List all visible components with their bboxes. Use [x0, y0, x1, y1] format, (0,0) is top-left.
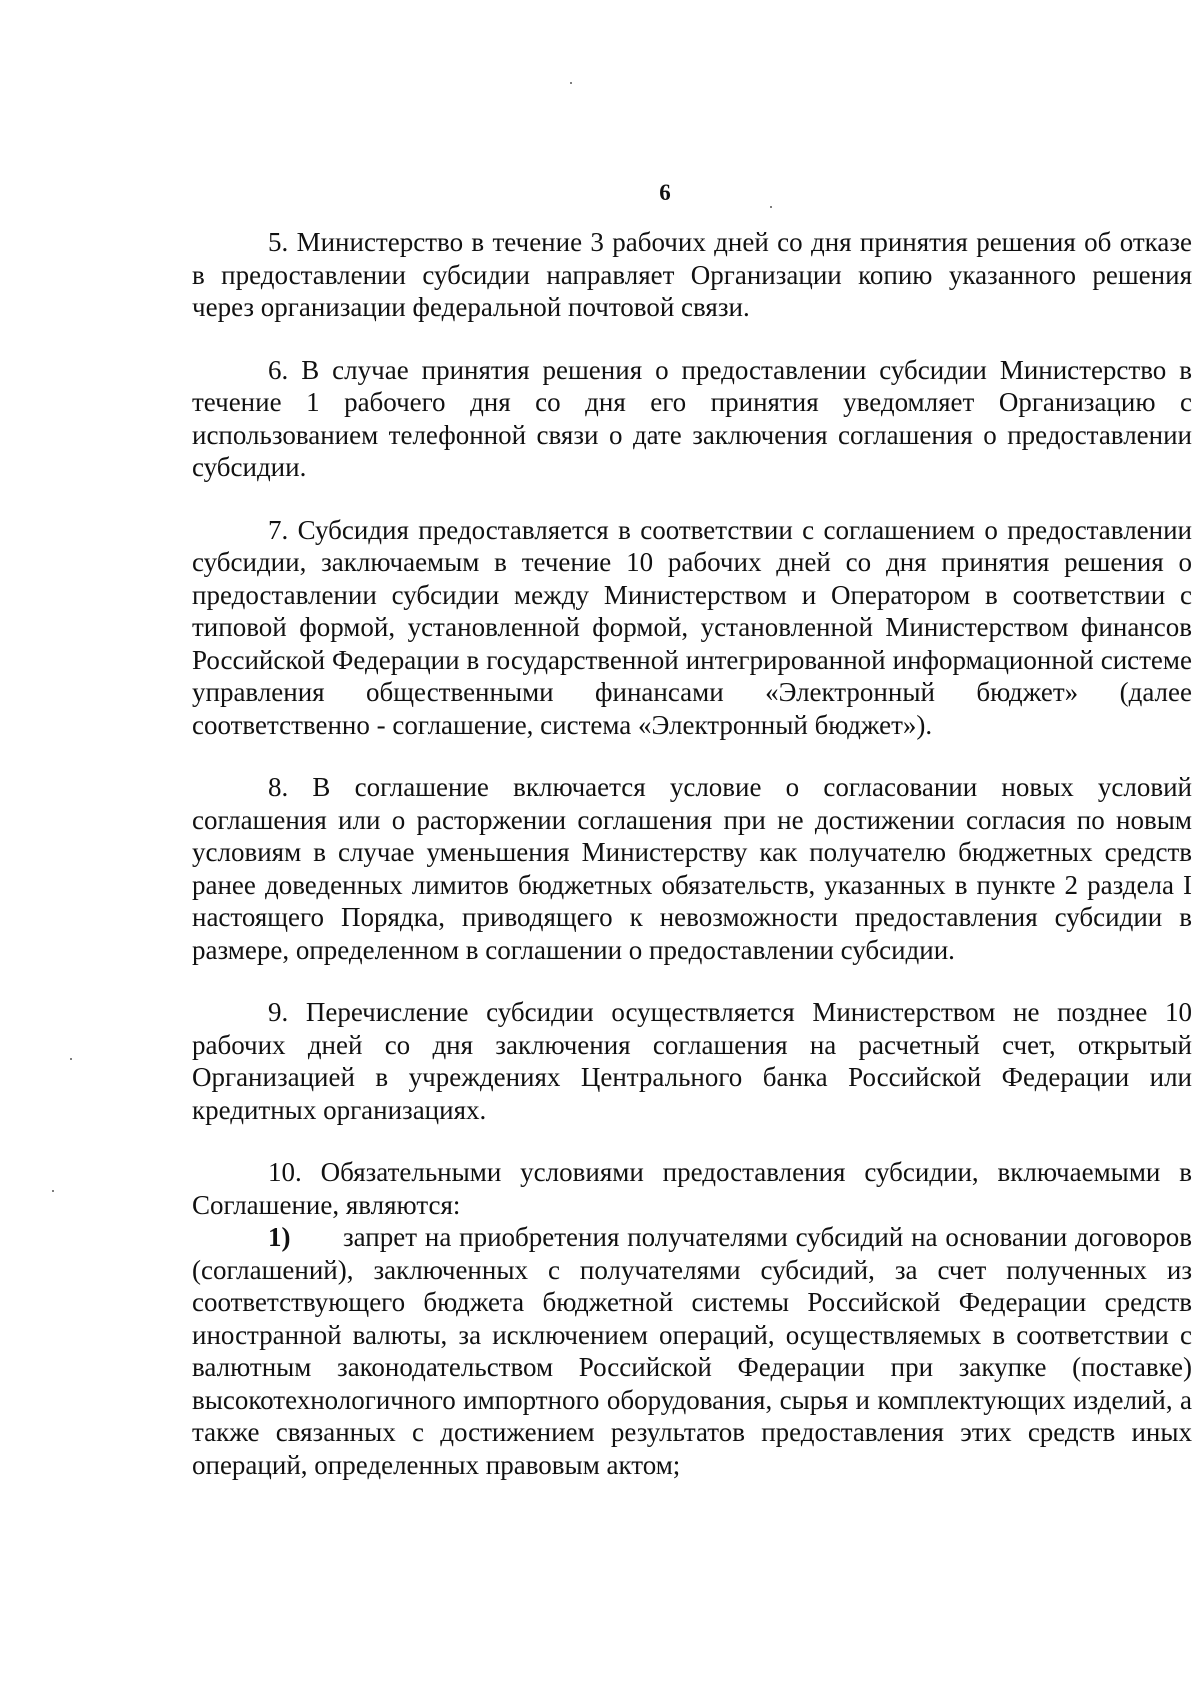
subitem-number: 1)	[268, 1222, 291, 1252]
paragraph-10: 10. Обязательными условиями предоставления субсидии, включаемыми в Соглашение, являются:	[192, 1157, 1192, 1220]
paragraph-5: 5. Министерство в течение 3 рабочих дней со дня принятия решения об отказе в предоставлении субсидии направляет Организации копию указанного решения через организации федеральной почтовой связи.	[192, 227, 1192, 322]
document-body	[192, 226, 1192, 1481]
scan-speck	[52, 1190, 54, 1192]
scan-speck	[770, 206, 772, 208]
subitem-1	[192, 1221, 1192, 1481]
paragraph-9: 9. Перечисление субсидии осуществляется Министерством не позднее 10 рабочих дней со дня заключения соглашения на расчетный счет, открытый Организацией в учреждениях Центрального банка Российской Федерации или кредитных организациях.	[192, 997, 1192, 1125]
page-number: 6	[659, 180, 671, 205]
scan-speck	[70, 1058, 72, 1060]
paragraph-8: 8. В соглашение включается условие о согласовании новых условий соглашения или о расторжении соглашения при не достижении согласия по новым условиям в случае уменьшения Министерству как получателю бюджетных средств ранее доведенных лимитов бюджетных обязательств, указанных в пункте 2 раздела I настоящего Порядка, приводящего к невозможности предоставления субсидии в размере, определенном в соглашении о предоставлении субсидии.	[192, 772, 1192, 965]
paragraph-6: 6. В случае принятия решения о предоставлении субсидии Министерство в течение 1 рабочего дня со дня его принятия уведомляет Организацию с использованием телефонной связи о дате заключения соглашения о предоставлении субсидии.	[192, 354, 1192, 482]
paragraph-7: 7. Субсидия предоставляется в соответствии с соглашением о предоставлении субсидии, заключаемым в течение 10 рабочих дней со дня принятия решения о предоставлении субсидии между Министерством и Оператором в соответствии с типовой формой, установленной формой, установленной Министерством финансов Российской Федерации в государственной интегрированной информационной системе управления общественными финансами «Электронный бюджет» (далее соответственно - соглашение, система «Электронный бюджет»).	[192, 514, 1192, 740]
subitem-text: запрет на приобретения получателями субсидий на основании договоров (соглашений), заключенных с получателями субсидий, за счет полученных из соответствующего бюджета бюджетной системы Российской Федерации средств иностранной валюты, за исключением операций, осуществляемых в соответствии с валютным законодательством Российской Федерации при закупке (поставке) высокотехнологичного импортного оборудования, сырья и комплектующих изделий, а также связанных с достижением результатов предоставления этих средств иных операций, определенных правовым актом;	[192, 1222, 1192, 1480]
scan-speck	[570, 82, 572, 84]
